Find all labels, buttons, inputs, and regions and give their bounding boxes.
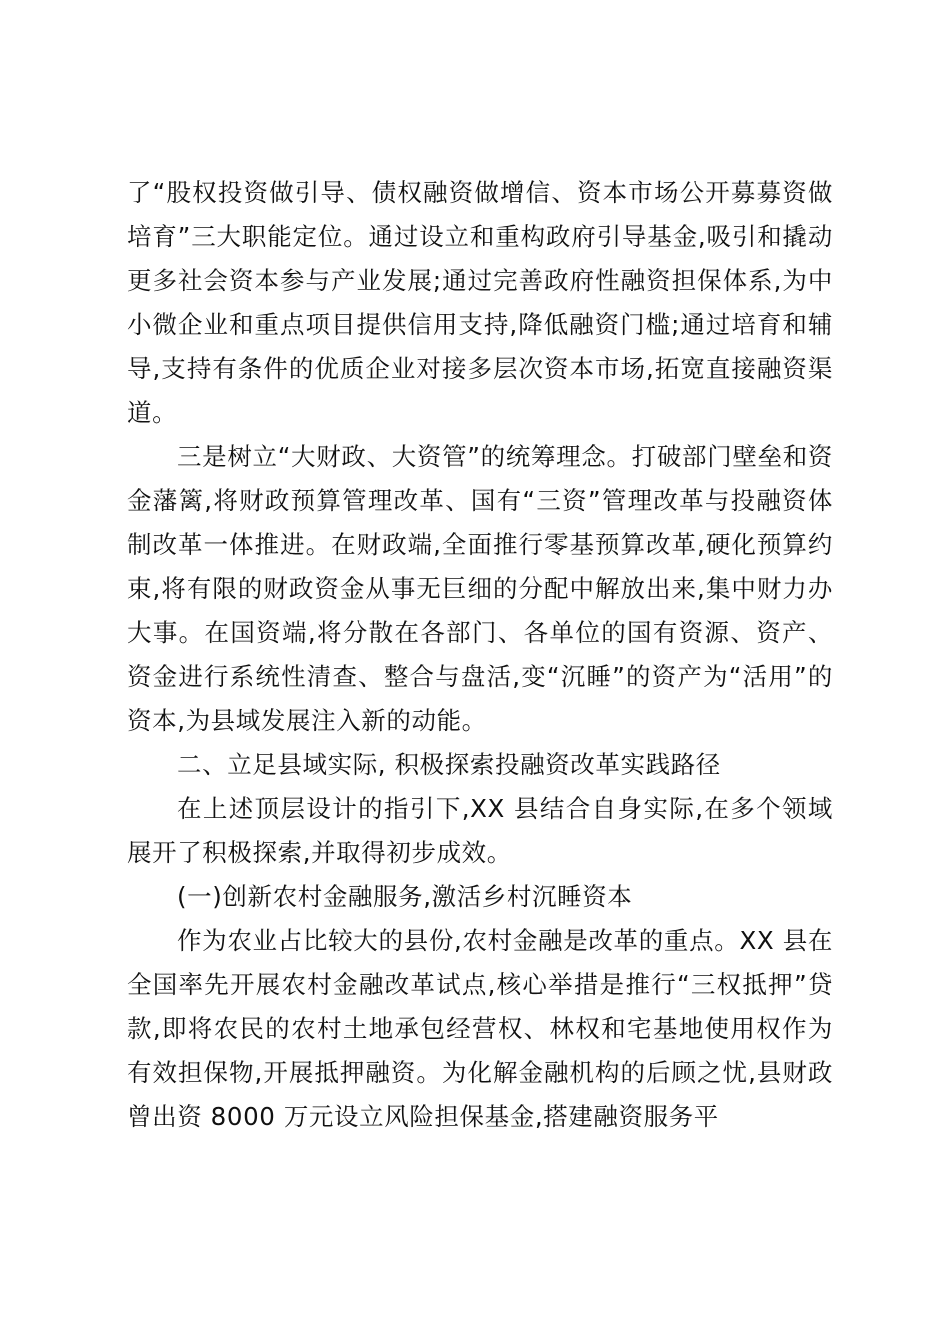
section-heading: 二、立足县域实际, 积极探索投融资改革实践路径 — [177, 750, 721, 779]
paragraph-4: 作为农业占比较大的县份,农村金融是改革的重点。XX 县在全国率先开展农村金融改革试点,核心举措是推行“三权抵押”贷款,即将农民的农村土地承包经营权、林权和宅基地使用权作为有效担保物,开展抵押融资。为化解金融机构的后顾之忧,县财政曾出资 8000 万元设立风险担保基金,搭建融资服务平 — [127, 926, 833, 1131]
paragraph-3: 在上述顶层设计的指引下,XX 县结合自身实际,在多个领域展开了积极探索,并取得初步成效。 — [127, 794, 833, 867]
paragraph-1: 了“股权投资做引导、债权融资做增信、资本市场公开募募资做培育”三大职能定位。通过设立和重构政府引导基金,吸引和撬动更多社会资本参与产业发展;通过完善政府性融资担保体系,为中小微企业和重点项目提供信用支持,降低融资门槛;通过培育和辅导,支持有条件的优质企业对接多层次资本市场,拓宽直接融资渠道。 — [127, 178, 833, 427]
document-body — [127, 171, 833, 1139]
subsection-heading: (一)创新农村金融服务,激活乡村沉睡资本 — [177, 882, 633, 911]
paragraph-2: 三是树立“大财政、大资管”的统筹理念。打破部门壁垒和资金藩篱,将财政预算管理改革、国有“三资”管理改革与投融资体制改革一体推进。在财政端,全面推行零基预算改革,硬化预算约束,将有限的财政资金从事无巨细的分配中解放出来,集中财力办大事。在国资端,将分散在各部门、各单位的国有资源、资产、资金进行系统性清查、整合与盘活,变“沉睡”的资产为“活用”的资本,为县域发展注入新的动能。 — [127, 442, 833, 735]
